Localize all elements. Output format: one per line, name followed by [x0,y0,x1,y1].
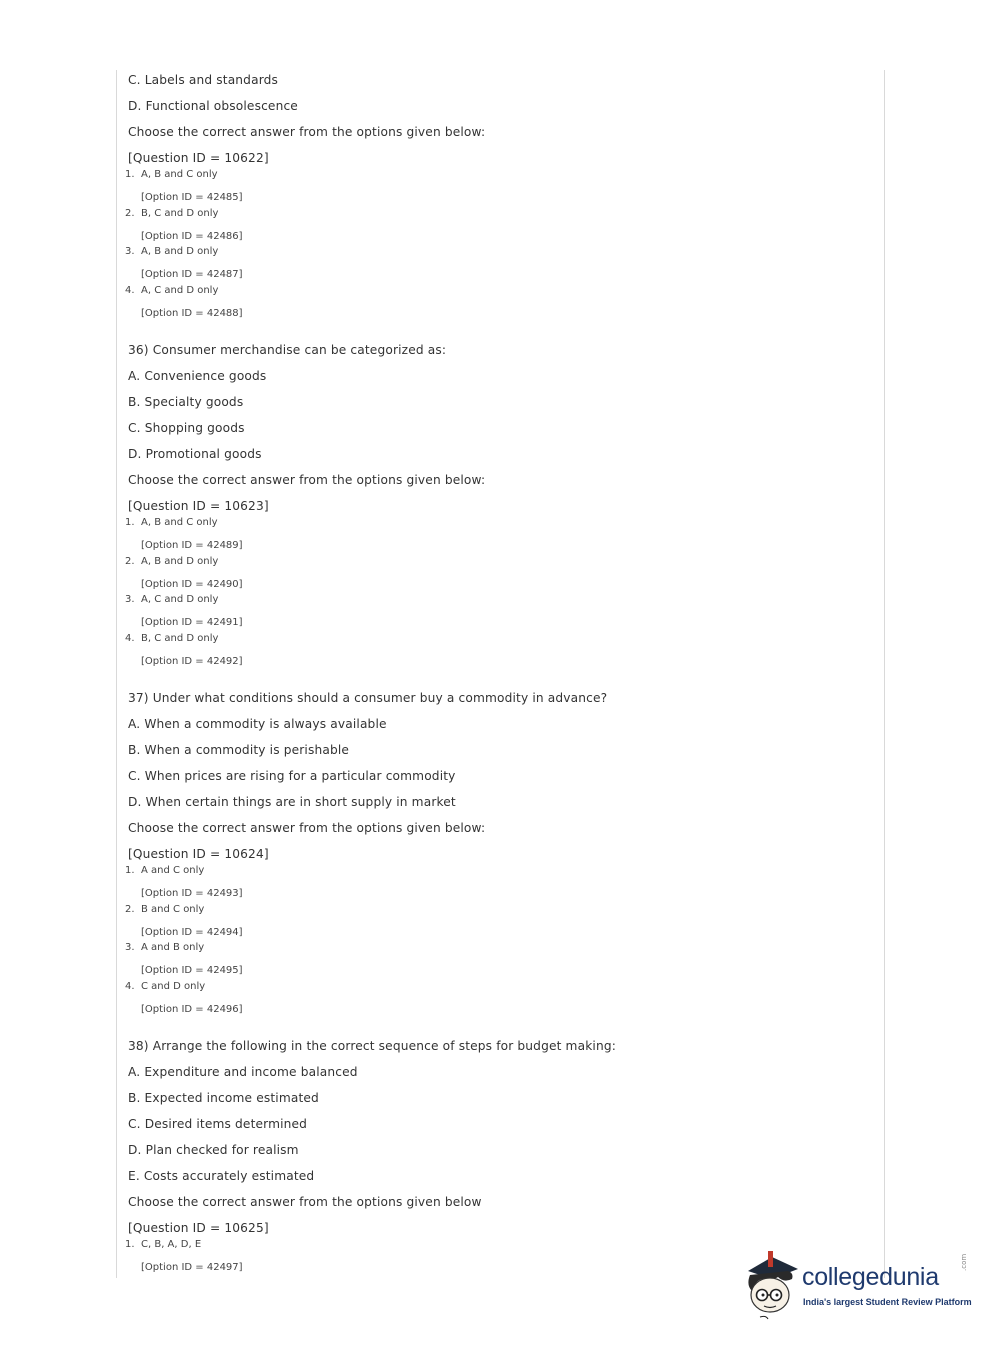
question-text: 37) Under what conditions should a consumer buy a commodity in advance? [128,691,608,705]
statement-c: C. Labels and standards [128,73,279,87]
question-text: 38) Arrange the following in the correct sequence of steps for budget making: [128,1039,616,1053]
answer-option: 3. A, B and D only [125,246,219,257]
answer-option: 1. C, B, A, D, E [125,1239,202,1250]
statement-b: B. Specialty goods [128,395,244,409]
statement-b: B. Expected income estimated [128,1091,319,1105]
statement-a: A. Convenience goods [128,369,267,383]
answer-option: 4. B, C and D only [125,633,219,644]
left-margin-rule [116,70,117,1278]
right-margin-rule [884,70,885,1278]
logo-tagline: India's largest Student Review Platform [803,1297,972,1307]
statement-c: C. Desired items determined [128,1117,308,1131]
statement-a: A. Expenditure and income balanced [128,1065,358,1079]
collegedunia-logo [742,1249,972,1321]
answer-option: 3. A and B only [125,942,205,953]
statement-d: D. Functional obsolescence [128,99,298,113]
answer-option: 2. B and C only [125,904,205,915]
statement-d: D. Plan checked for realism [128,1143,299,1157]
instruction-text: Choose the correct answer from the options given below [128,1195,482,1209]
option-id: [Option ID = 42488] [141,308,243,319]
answer-option: 1. A, B and C only [125,517,218,528]
answer-option: 2. B, C and D only [125,208,219,219]
statement-d: D. When certain things are in short supply in market [128,795,456,809]
option-id: [Option ID = 42489] [141,540,243,551]
instruction-text: Choose the correct answer from the options given below: [128,821,486,835]
option-id: [Option ID = 42494] [141,927,243,938]
question-id: [Question ID = 10624] [128,847,269,861]
answer-option: 4. A, C and D only [125,285,219,296]
option-id: [Option ID = 42493] [141,888,243,899]
option-id: [Option ID = 42495] [141,965,243,976]
option-id: [Option ID = 42496] [141,1004,243,1015]
option-id: [Option ID = 42490] [141,579,243,590]
answer-option: 1. A, B and C only [125,169,218,180]
statement-c: C. Shopping goods [128,421,245,435]
logo-wordmark: collegedunia [802,1263,939,1291]
option-id: [Option ID = 42486] [141,231,243,242]
option-id: [Option ID = 42497] [141,1262,243,1273]
question-id: [Question ID = 10622] [128,151,269,165]
instruction-text: Choose the correct answer from the options given below: [128,125,486,139]
question-text: 36) Consumer merchandise can be categorized as: [128,343,447,357]
answer-option: 4. C and D only [125,981,206,992]
mascot-icon [742,1249,804,1321]
answer-option: 2. A, B and D only [125,556,219,567]
option-id: [Option ID = 42485] [141,192,243,203]
option-id: [Option ID = 42487] [141,269,243,280]
instruction-text: Choose the correct answer from the options given below: [128,473,486,487]
question-id: [Question ID = 10623] [128,499,269,513]
question-id: [Question ID = 10625] [128,1221,269,1235]
option-id: [Option ID = 42491] [141,617,243,628]
statement-e: E. Costs accurately estimated [128,1169,315,1183]
statement-d: D. Promotional goods [128,447,262,461]
logo-tld: .com [960,1253,968,1271]
statement-c: C. When prices are rising for a particular commodity [128,769,456,783]
statement-b: B. When a commodity is perishable [128,743,350,757]
answer-option: 3. A, C and D only [125,594,219,605]
option-id: [Option ID = 42492] [141,656,243,667]
answer-option: 1. A and C only [125,865,205,876]
statement-a: A. When a commodity is always available [128,717,387,731]
